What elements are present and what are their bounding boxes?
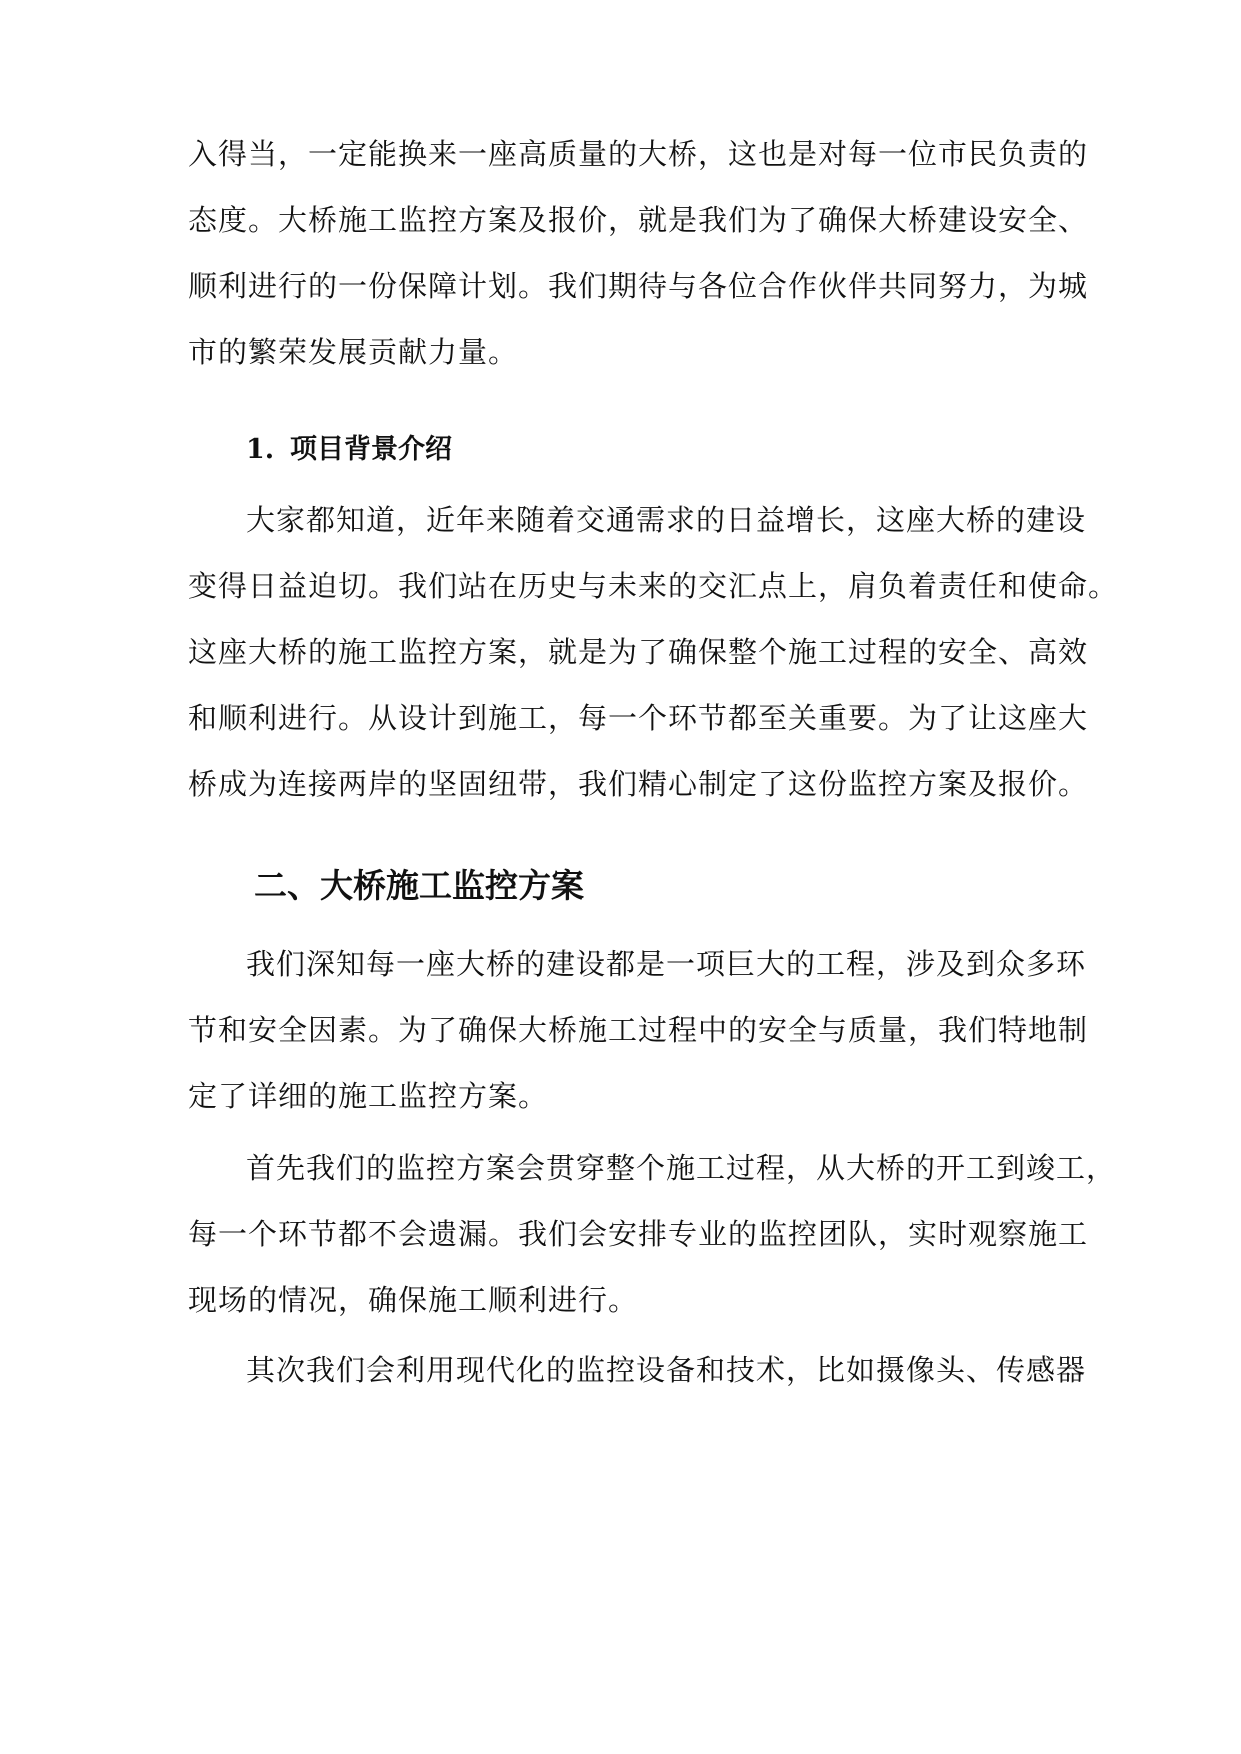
section-1-number: 1.	[246, 434, 275, 465]
intro-line-2: 态度。大桥施工监控方案及报价，就是我们为了确保大桥建设安全、	[188, 203, 1089, 237]
section-2-heading: 二、大桥施工监控方案	[254, 866, 584, 905]
section-1-line-5: 桥成为连接两岸的坚固纽带，我们精心制定了这份监控方案及报价。	[188, 767, 1089, 801]
section-1-line-2: 变得日益迫切。我们站在历史与未来的交汇点上，肩负着责任和使命。	[188, 569, 1119, 603]
intro-line-4: 市的繁荣发展贡献力量。	[188, 335, 519, 369]
section-2-p3-line-1: 其次我们会利用现代化的监控设备和技术，比如摄像头、传感器	[246, 1353, 1087, 1387]
section-1-title: 项目背景介绍	[290, 434, 452, 465]
intro-line-1: 入得当，一定能换来一座高质量的大桥，这也是对每一位市民负责的	[188, 137, 1089, 171]
section-2-p2-line-2: 每一个环节都不会遗漏。我们会安排专业的监控团队，实时观察施工	[188, 1217, 1089, 1251]
section-2-p1-line-1: 我们深知每一座大桥的建设都是一项巨大的工程，涉及到众多环	[246, 947, 1087, 981]
section-1-line-1: 大家都知道，近年来随着交通需求的日益增长，这座大桥的建设	[246, 503, 1087, 537]
section-2-p1-line-3: 定了详细的施工监控方案。	[188, 1079, 549, 1113]
section-2-p2-line-1: 首先我们的监控方案会贯穿整个施工过程，从大桥的开工到竣工，	[246, 1151, 1117, 1185]
section-1-line-3: 这座大桥的施工监控方案，就是为了确保整个施工过程的安全、高效	[188, 635, 1089, 669]
section-2-p2-line-3: 现场的情况，确保施工顺利进行。	[188, 1283, 639, 1317]
section-1-line-4: 和顺利进行。从设计到施工，每一个环节都至关重要。为了让这座大	[188, 701, 1089, 735]
intro-line-3: 顺利进行的一份保障计划。我们期待与各位合作伙伴共同努力，为城	[188, 269, 1089, 303]
section-1-heading	[246, 432, 452, 468]
section-2-p1-line-2: 节和安全因素。为了确保大桥施工过程中的安全与质量，我们特地制	[188, 1013, 1089, 1047]
